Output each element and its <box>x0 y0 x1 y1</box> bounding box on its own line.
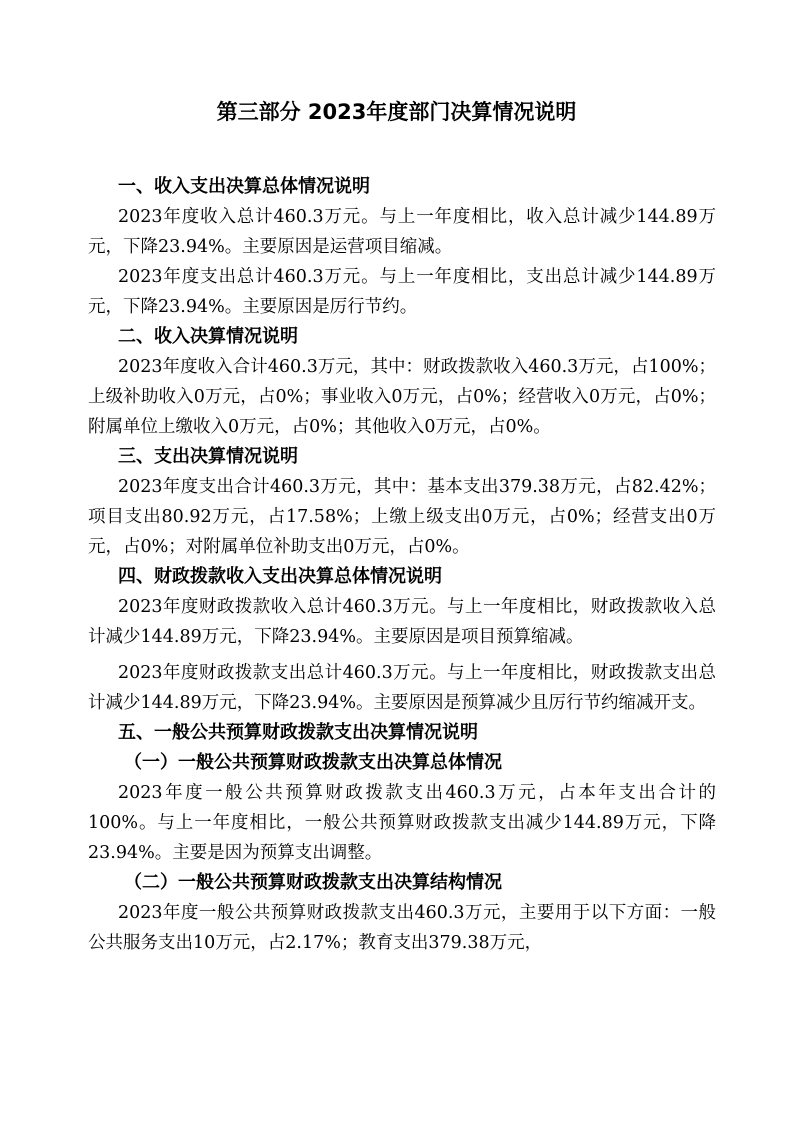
subsection-heading-2: （二）一般公共预算财政拨款支出决算结构情况 <box>124 872 502 893</box>
section-heading-5: 五、一般公共预算财政拨款支出决算情况说明 <box>118 722 478 743</box>
document-body <box>88 172 716 958</box>
paragraph-general-budget-overall: 2023年度一般公共预算财政拨款支出460.3万元，占本年支出合计的100%。与上一年度相比，一般公共预算财政拨款支出减少144.89万元，下降23.94%。主要是因为预算支出调整。 <box>88 783 716 863</box>
paragraph-expense-total: 2023年度支出总计460.3万元。与上一年度相比，支出总计减少144.89万元，下降23.94%。主要原因是厉行节约。 <box>88 267 716 317</box>
paragraph-fiscal-income: 2023年度财政拨款收入总计460.3万元。与上一年度相比，财政拨款收入总计减少144.89万元，下降23.94%。主要原因是项目预算缩减。 <box>88 597 716 647</box>
page-title: 第三部分 2023年度部门决算情况说明 <box>216 100 577 124</box>
paragraph-general-budget-structure: 2023年度一般公共预算财政拨款支出460.3万元，主要用于以下方面：一般公共服务支出10万元，占2.17%；教育支出379.38万元， <box>88 903 716 953</box>
section-heading-4: 四、财政拨款收入支出决算总体情况说明 <box>118 566 442 587</box>
subsection-heading-1: （一）一般公共预算财政拨款支出决算总体情况 <box>124 752 502 773</box>
paragraph-expense-breakdown: 2023年度支出合计460.3万元，其中：基本支出379.38万元，占82.42%；项目支出80.92万元，占17.58%；上缴上级支出0万元，占0%；经营支出0万元，占0%；对附属单位补助支出0万元，占0%。 <box>88 477 716 557</box>
section-heading-2: 二、收入决算情况说明 <box>118 326 298 347</box>
paragraph-fiscal-expense: 2023年度财政拨款支出总计460.3万元。与上一年度相比，财政拨款支出总计减少144.89万元，下降23.94%。主要原因是预算减少且厉行节约缩减开支。 <box>88 663 716 713</box>
section-heading-1: 一、收入支出决算总体情况说明 <box>118 176 370 197</box>
paragraph-income-breakdown: 2023年度收入合计460.3万元，其中：财政拨款收入460.3万元，占100%；上级补助收入0万元，占0%；事业收入0万元，占0%；经营收入0万元，占0%；附属单位上缴收入0万元，占0%；其他收入0万元，占0%。 <box>88 357 716 437</box>
paragraph-income-total: 2023年度收入总计460.3万元。与上一年度相比，收入总计减少144.89万元，下降23.94%。主要原因是运营项目缩减。 <box>88 207 716 257</box>
section-heading-3: 三、支出决算情况说明 <box>118 446 298 467</box>
